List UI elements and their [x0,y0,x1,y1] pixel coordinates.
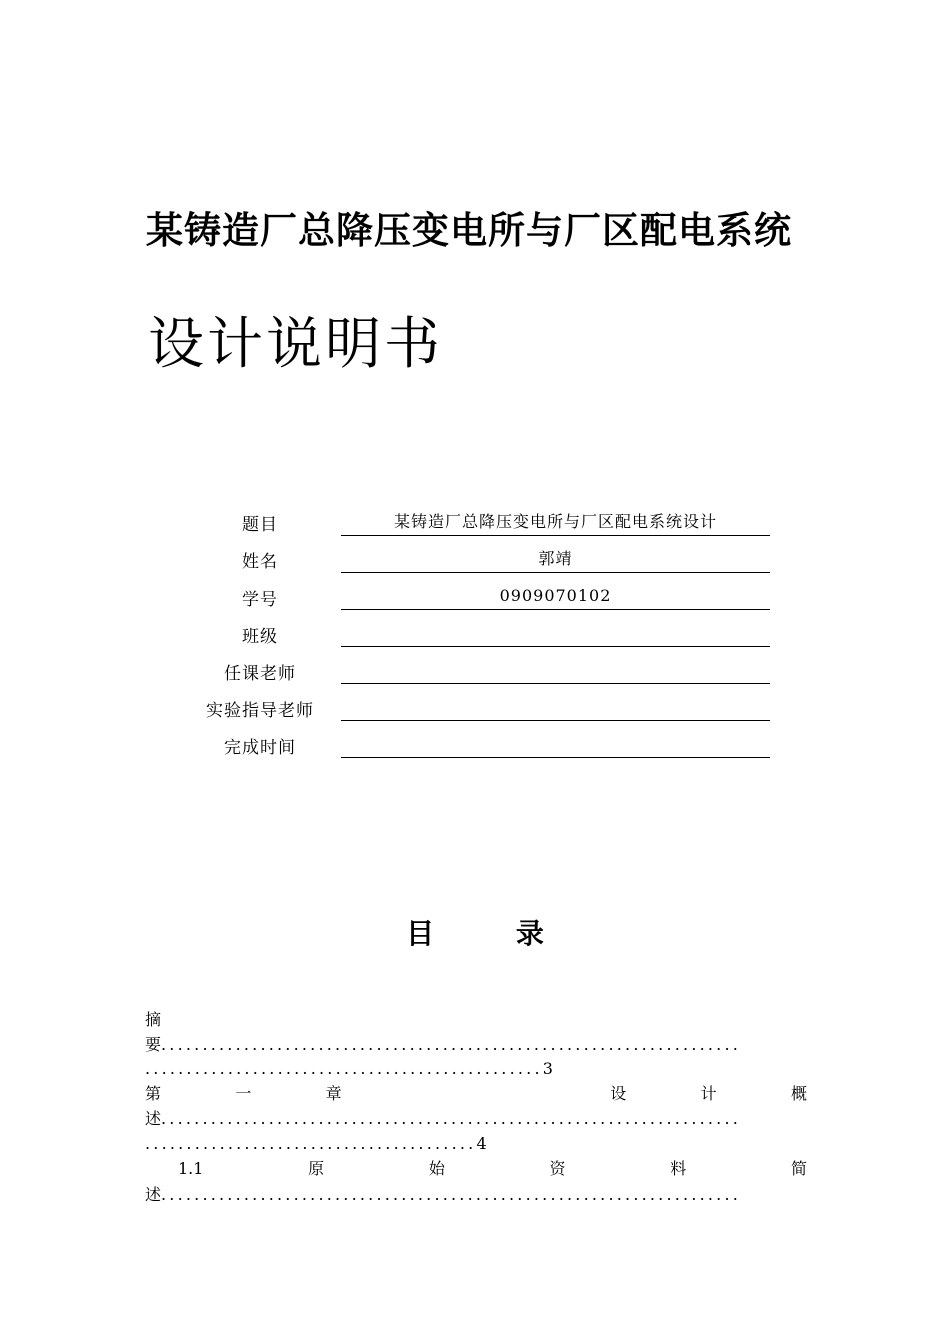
toc-entry-chapter1-dots[interactable] [145,1107,807,1131]
student-id-label: 学号 [242,590,278,610]
toc-title-word: 1.1 [178,1159,204,1178]
toc-title-word: 计 [700,1084,717,1103]
toc-entry-section11-title[interactable] [178,1157,807,1181]
finish-time-field [341,731,770,758]
name-label: 姓名 [242,552,278,572]
toc-entry-abstract-page[interactable] [145,1057,807,1081]
toc-title-word: 原 [308,1159,325,1178]
toc-title-word: 料 [670,1159,687,1178]
class-field [341,620,770,647]
toc-page-number: 4 [476,1134,487,1153]
toc-title-word: 资 [549,1159,566,1178]
name-field: 郭靖 [341,546,770,573]
document-title: 某铸造厂总降压变电所与厂区配电系统 [146,209,792,252]
toc-entry-chapter1-title[interactable] [145,1082,807,1106]
finish-time-label: 完成时间 [224,738,296,758]
toc-page-number: 3 [542,1059,553,1078]
toc-leader-dots: ...................................................................... [161,1185,742,1204]
toc-entry-abstract-title[interactable] [145,1008,807,1032]
topic-label: 题目 [242,515,278,535]
student-id-field: 0909070102 [341,583,770,610]
teacher-field [341,657,770,684]
toc-title-text: 要 [145,1035,162,1054]
toc-title-word: 章 [325,1084,342,1103]
toc-title-gap [416,1082,536,1106]
toc-title-word: 第 [145,1084,162,1103]
teacher-label: 任课老师 [224,664,296,684]
toc-leader-dots: ...................................................................... [161,1109,742,1128]
toc-title-text: 述 [145,1109,162,1128]
toc-leader-dots: ........................................ [145,1134,477,1153]
toc-title-text: 摘 [145,1010,162,1029]
toc-entry-abstract-dots[interactable] [145,1033,807,1057]
document-subtitle: 设计说明书 [148,312,443,377]
toc-entry-chapter1-page[interactable] [145,1132,807,1156]
topic-field: 某铸造厂总降压变电所与厂区配电系统设计 [341,509,770,536]
lab-teacher-field [341,694,770,721]
toc-entry-section11-dots[interactable] [145,1183,807,1207]
toc-title-word: 概 [790,1084,807,1103]
toc-leader-dots: ...................................................................... [161,1035,742,1054]
class-label: 班级 [242,627,278,647]
toc-title-text: 述 [145,1185,162,1204]
lab-teacher-label: 实验指导老师 [206,701,314,721]
toc-title-word: 始 [428,1159,445,1178]
toc-heading: 目 录 [406,917,580,950]
toc-leader-dots: ................................................ [145,1059,543,1078]
toc-title-word: 一 [235,1084,252,1103]
toc-title-word: 简 [790,1159,807,1178]
toc-title-word: 设 [610,1084,627,1103]
